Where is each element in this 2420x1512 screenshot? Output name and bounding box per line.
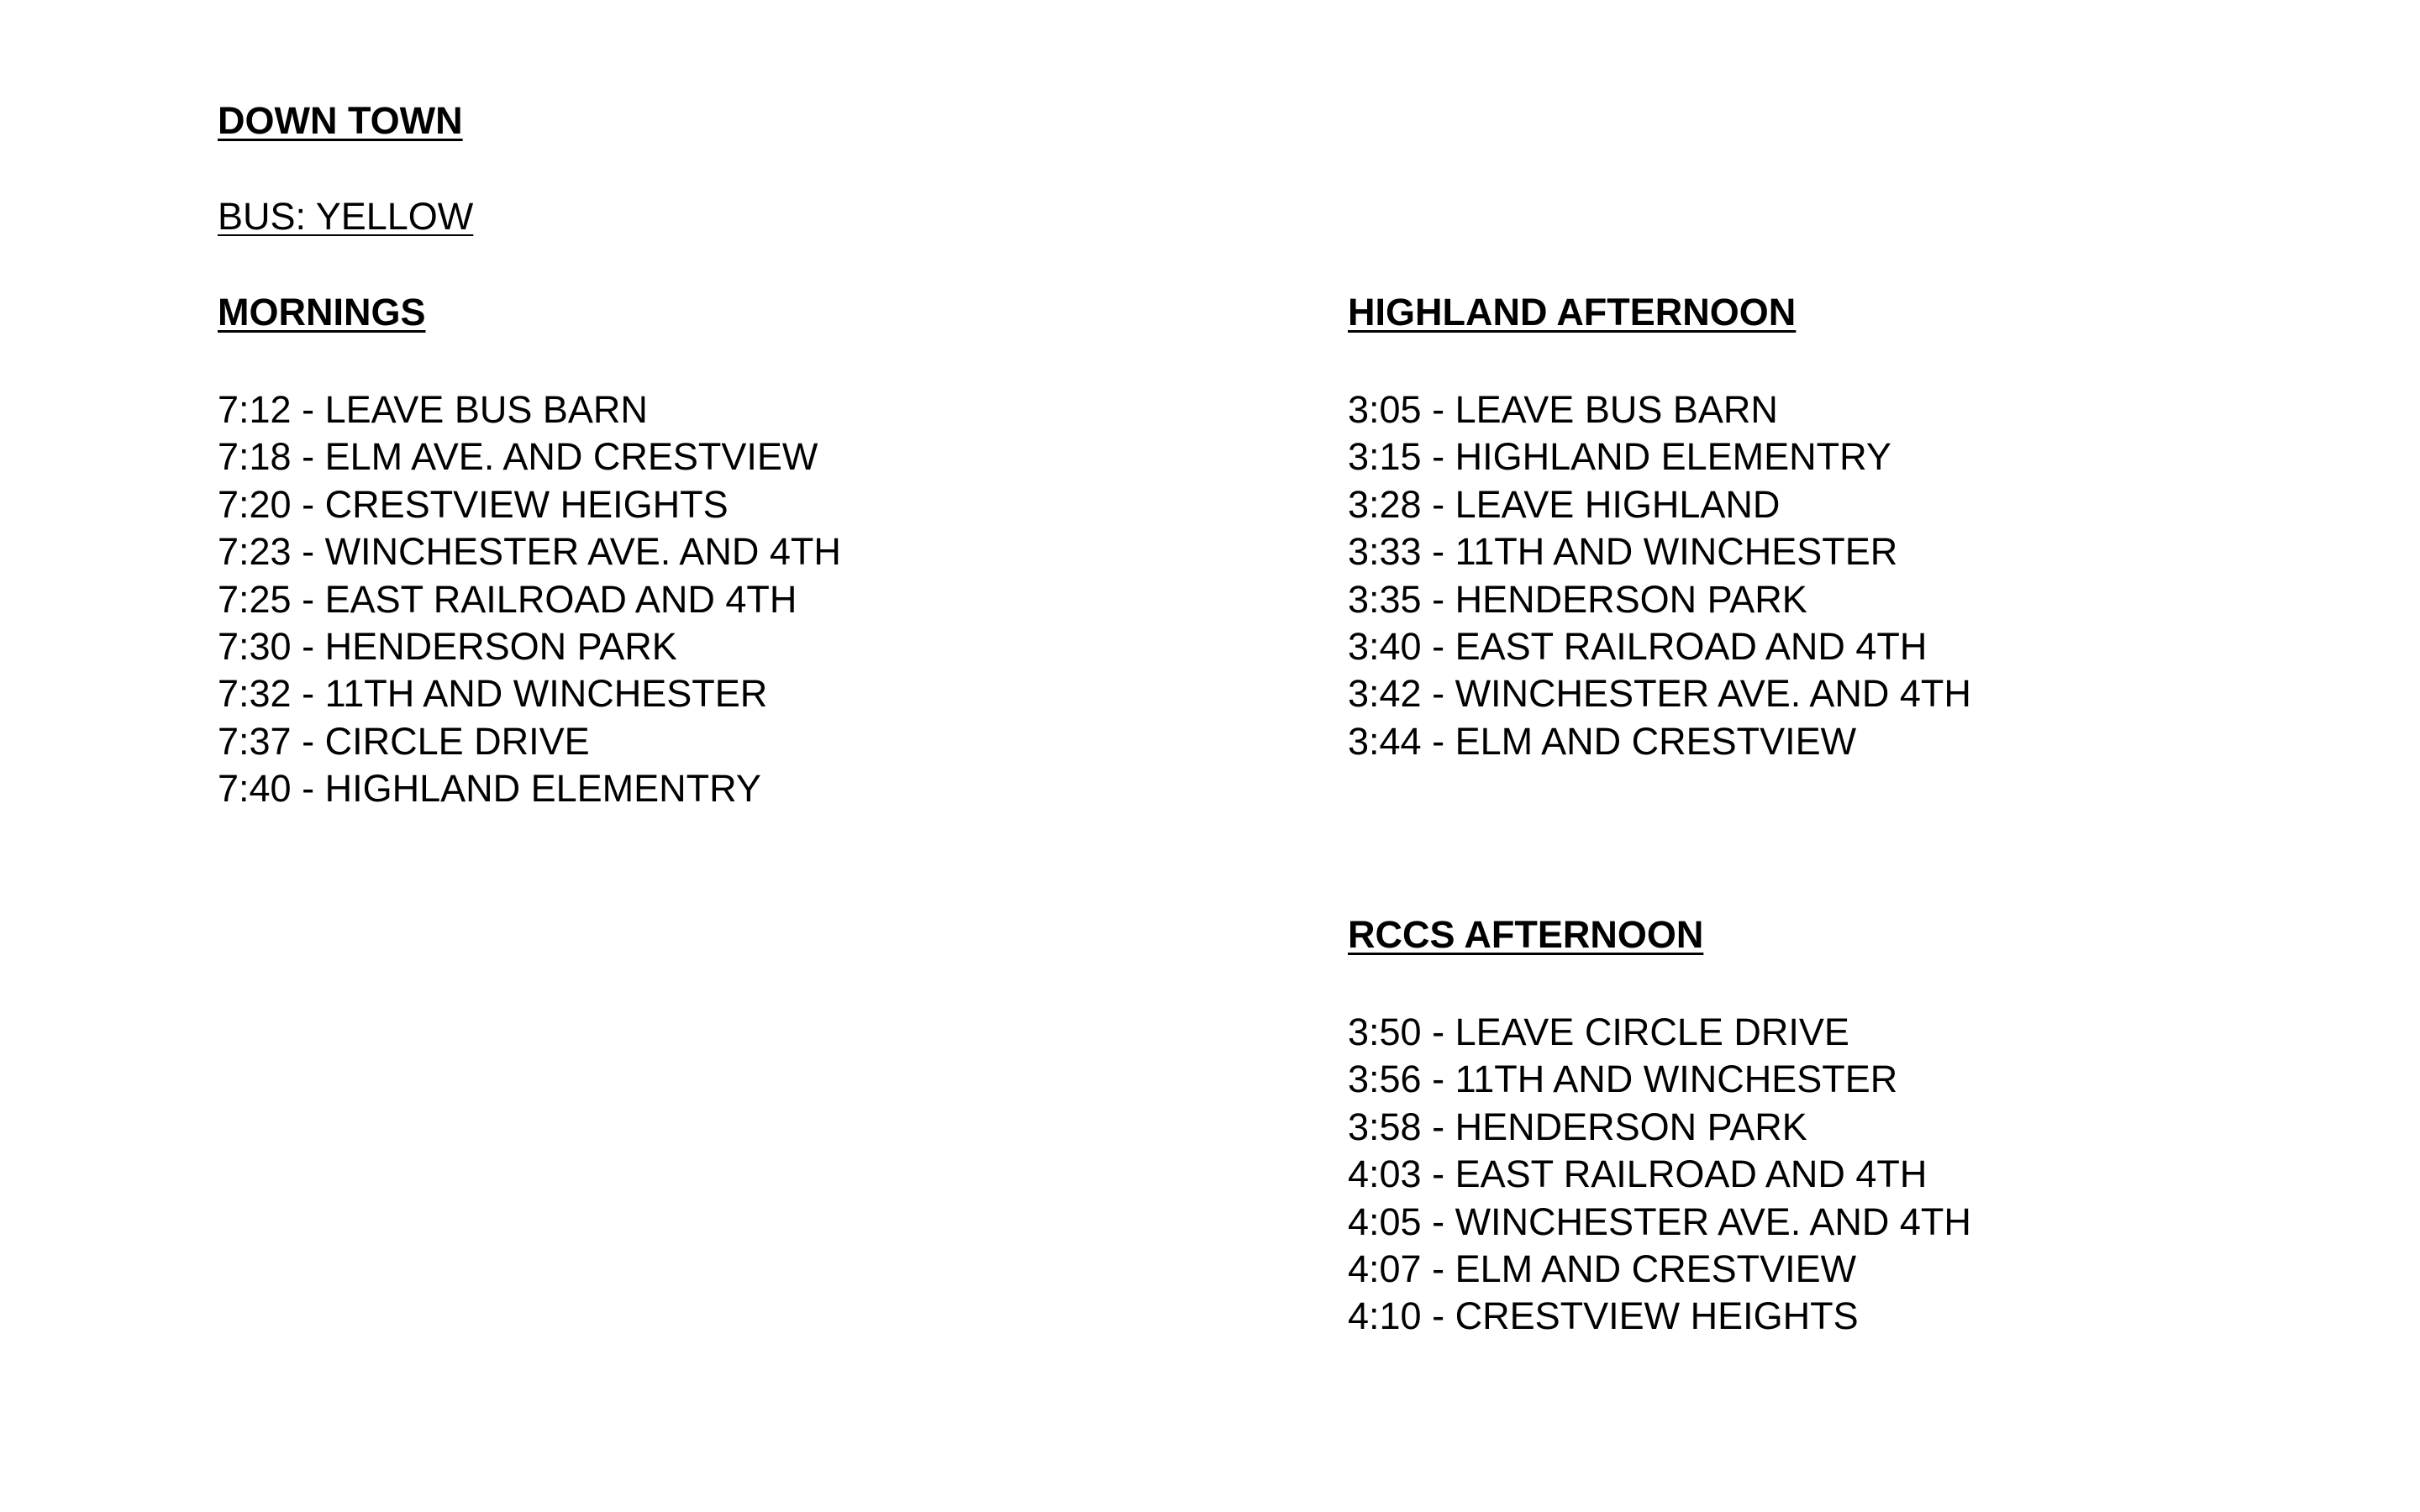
mornings-schedule [218, 386, 841, 813]
schedule-stop: 4:05 - WINCHESTER AVE. AND 4TH [1348, 1200, 1971, 1243]
schedule-stop: 3:40 - EAST RAILROAD AND 4TH [1348, 625, 1928, 669]
schedule-stop: 7:25 - EAST RAILROAD AND 4TH [218, 577, 797, 621]
schedule-stop: 7:18 - ELM AVE. AND CRESTVIEW [218, 435, 818, 479]
schedule-stop: 3:42 - WINCHESTER AVE. AND 4TH [1348, 672, 1971, 716]
schedule-stop: 7:12 - LEAVE BUS BARN [218, 388, 648, 431]
schedule-stop: 3:05 - LEAVE BUS BARN [1348, 388, 1778, 431]
schedule-stop: 3:28 - LEAVE HIGHLAND [1348, 482, 1781, 526]
schedule-stop: 3:58 - HENDERSON PARK [1348, 1105, 1807, 1148]
rccs-afternoon-schedule [1348, 1009, 1971, 1341]
schedule-stop: 7:40 - HIGHLAND ELEMENTRY [218, 767, 761, 811]
bus-color: BUS: YELLOW [218, 195, 474, 238]
schedule-stop: 3:15 - HIGHLAND ELEMENTRY [1348, 435, 1891, 479]
schedule-stop: 7:23 - WINCHESTER AVE. AND 4TH [218, 530, 841, 574]
mornings-heading: MORNINGS [218, 291, 426, 333]
schedule-stop: 4:07 - ELM AND CRESTVIEW [1348, 1247, 1857, 1291]
schedule-stop: 7:37 - CIRCLE DRIVE [218, 719, 590, 763]
schedule-stop: 3:33 - 11TH AND WINCHESTER [1348, 530, 1898, 574]
schedule-stop: 4:03 - EAST RAILROAD AND 4TH [1348, 1152, 1928, 1196]
schedule-stop: 3:35 - HENDERSON PARK [1348, 577, 1807, 621]
schedule-stop: 7:20 - CRESTVIEW HEIGHTS [218, 482, 729, 526]
highland-afternoon-schedule [1348, 386, 1971, 765]
schedule-stop: 3:44 - ELM AND CRESTVIEW [1348, 719, 1857, 763]
schedule-stop: 7:30 - HENDERSON PARK [218, 625, 677, 669]
route-title: DOWN TOWN [218, 99, 463, 142]
schedule-stop: 7:32 - 11TH AND WINCHESTER [218, 672, 768, 716]
rccs-afternoon-heading: RCCS AFTERNOON [1348, 913, 1704, 956]
schedule-stop: 4:10 - CRESTVIEW HEIGHTS [1348, 1294, 1859, 1338]
highland-afternoon-heading: HIGHLAND AFTERNOON [1348, 291, 1797, 333]
schedule-stop: 3:50 - LEAVE CIRCLE DRIVE [1348, 1011, 1849, 1053]
schedule-stop: 3:56 - 11TH AND WINCHESTER [1348, 1058, 1898, 1101]
